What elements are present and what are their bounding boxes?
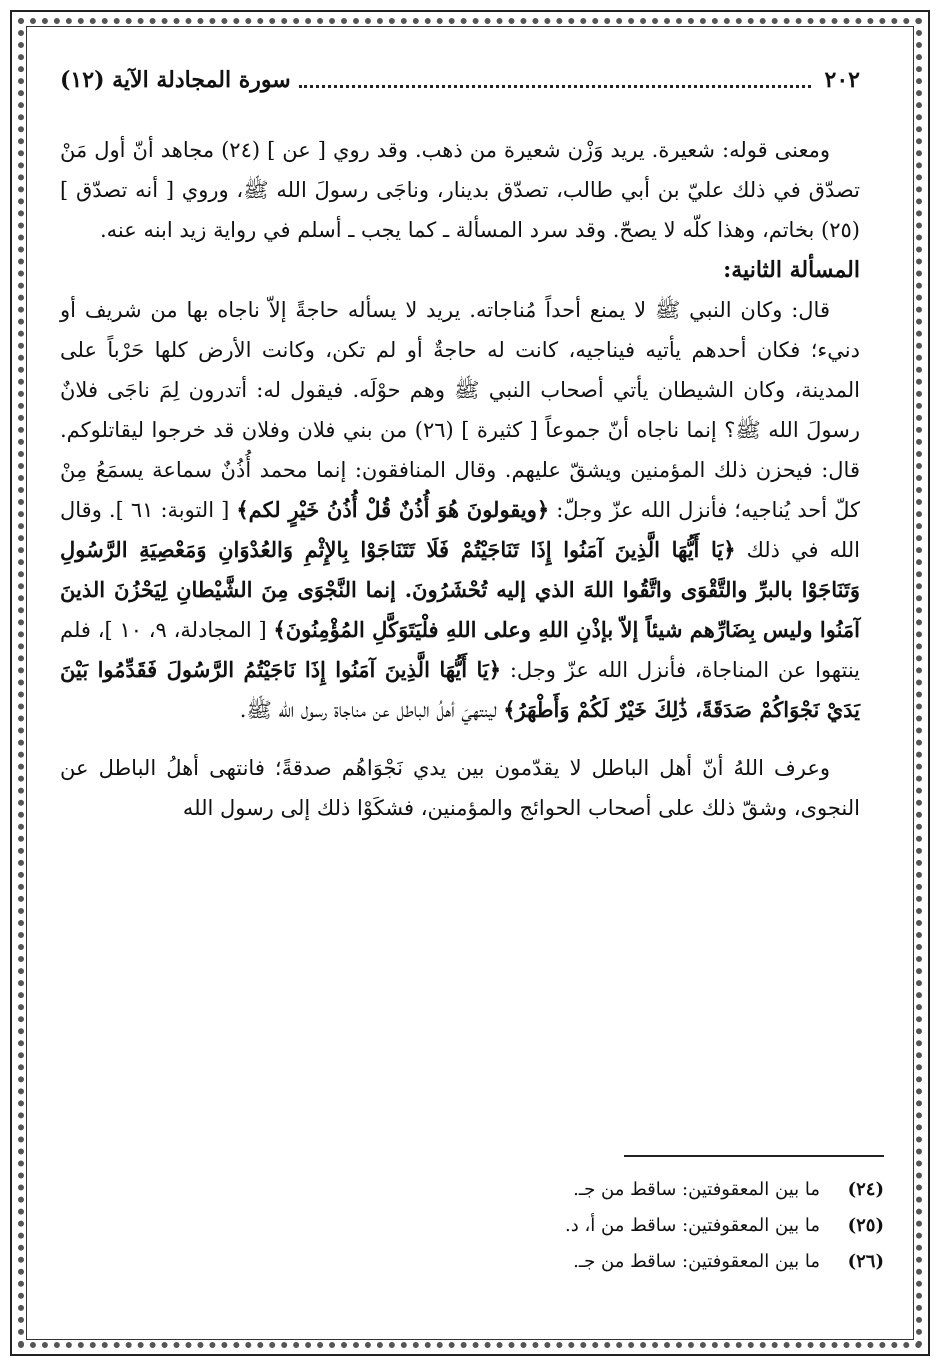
page-content (60, 60, 860, 828)
paragraph-1: ومعنى قوله: شعيرة. يريد وَزْن شعيرة من ذهب. وقد روي [ عن ] (٢٤) مجاهد أنّ أول مَنْ تصدّق في ذلك عليّ بن أبي طالب، تصدّق بدينار، وناجَى رسولَ الله ﷺ، وروي [ أنه تصدّق ] (٢٥) بخاتم، وهذا كلّه لا يصحّ. وقد سرد المسألة ـ كما يجب ـ أسلم في رواية زيد ابنه عنه. (60, 138, 860, 242)
quran-verse-3: ﴿يَا أَيُّهَا الَّذِينَ آمَنُوا إِذَا نَاجَيْتُمُ الرَّسُولَ فَقَدِّمُوا بَيْنَ يَدَيْ نَجْوَاكُمْ صَدَقَةً، ذَٰلِكَ خَيْرٌ لَكُمْ وَأَطْهَرُ﴾ (60, 657, 860, 722)
page-number: ٢٠٢ (824, 67, 860, 93)
section-heading: المسألة الثانية: (723, 257, 860, 283)
footnote-number: (٢٤) (847, 1179, 884, 1200)
main-text (60, 130, 860, 828)
paragraph-2-part-a: قال: وكان النبي ﷺ لا يمنع أحداً مُناجاته. يريد لا يسأله حاجةً إلاّ ناجاه بها من شريف أو دنيء؛ فكان أحدهم يأتيه فيناجيه، كانت له حاجةٌ أو لم تكن، وكانت الأرض كلها حَرْباً على المدينة، وكان الشيطان يأتي أصحاب النبي ﷺ وهم حوْلَه. فيقول له: أتدرون لِمَ ناجَى فلانٌ رسولَ الله ﷺ؟ إنما ناجاه أنّ جموعاً [ كثيرة ] (٢٦) من بني فلان وفلان قد خرجوا ليقاتلوكم. قال: فيحزن ذلك المؤمنين ويشقّ عليهم. وقال المنافقون: إنما محمد أُذُنٌ سماعة يسمَعُ مِنْ كلّ أحد يُناجيه؛ فأنزل الله عزّ وجلّ: (60, 298, 860, 522)
footnote-number: (٢٦) (847, 1251, 884, 1272)
footnote-text: ما بين المعقوفتين: ساقط من جـ. (573, 1251, 820, 1272)
running-header (60, 60, 860, 100)
footnote (84, 1208, 884, 1244)
footnote (84, 1244, 884, 1280)
footnote-number: (٢٥) (847, 1215, 884, 1236)
paragraph-2-part-b: [ التوبة: ٦١ ]. وقال الله في ذلك (60, 498, 860, 562)
footnote-separator (624, 1155, 884, 1157)
quran-verse-2: ﴿يَا أَيُّهَا الَّذِينَ آمَنُوا إِذَا تَنَاجَيْتُمْ فَلَا تَتَنَاجَوْا بِالإِثْمِ وَالعُدْوَانِ وَمَعْصِيَةِ الرَّسُولِ وَتَنَاجَوْا بالبرِّ والتَّقْوَى واتَّقُوا اللهَ الذي إليه تُحْشَرُونَ. إنما النَّجْوَى مِنَ الشَّيْطانِ لِيَحْزُنَ الذينَ آمَنُوا وليس بِضَارِّهم شيئاً إلاّ بإذْنِ اللهِ وعلى اللهِ فلْيَتَوَكَّلِ المُؤْمِنُونَ﴾ (60, 537, 860, 642)
footnotes (84, 1172, 884, 1280)
paragraph-2 (60, 290, 860, 730)
footnote-text: ما بين المعقوفتين: ساقط من جـ. (573, 1179, 820, 1200)
footnote (84, 1172, 884, 1208)
header-leader-dots (299, 73, 811, 88)
header-title: سورة المجادلة الآية (١٢) (60, 67, 291, 93)
quran-verse-1: ﴿ويقولونَ هُوَ أُذُنٌ قُلْ أُذُنُ خَيْرٍ لكم﴾ (236, 497, 550, 522)
paragraph-2-part-c: [ المجادلة، ٩، ١٠ ]، فلم ينتهوا عن المناجاة، فأنزل الله عزّ وجل: (60, 618, 860, 682)
footnote-text: ما بين المعقوفتين: ساقط من أ، د. (565, 1215, 820, 1236)
paragraph-2-part-d: لينتهيَ أهلُ الباطل عن مناجاة رسول الله ﷺ. (239, 698, 497, 722)
paragraph-3: وعرف اللهُ أنّ أهل الباطل لا يقدّمون بين يدي نَجْوَاهُم صدقةً؛ فانتهى أهلُ الباطل عن النجوى، وشقّ ذلك على أصحاب الحوائج والمؤمنين، فشكَوْا ذلك إلى رسول الله (60, 756, 860, 820)
